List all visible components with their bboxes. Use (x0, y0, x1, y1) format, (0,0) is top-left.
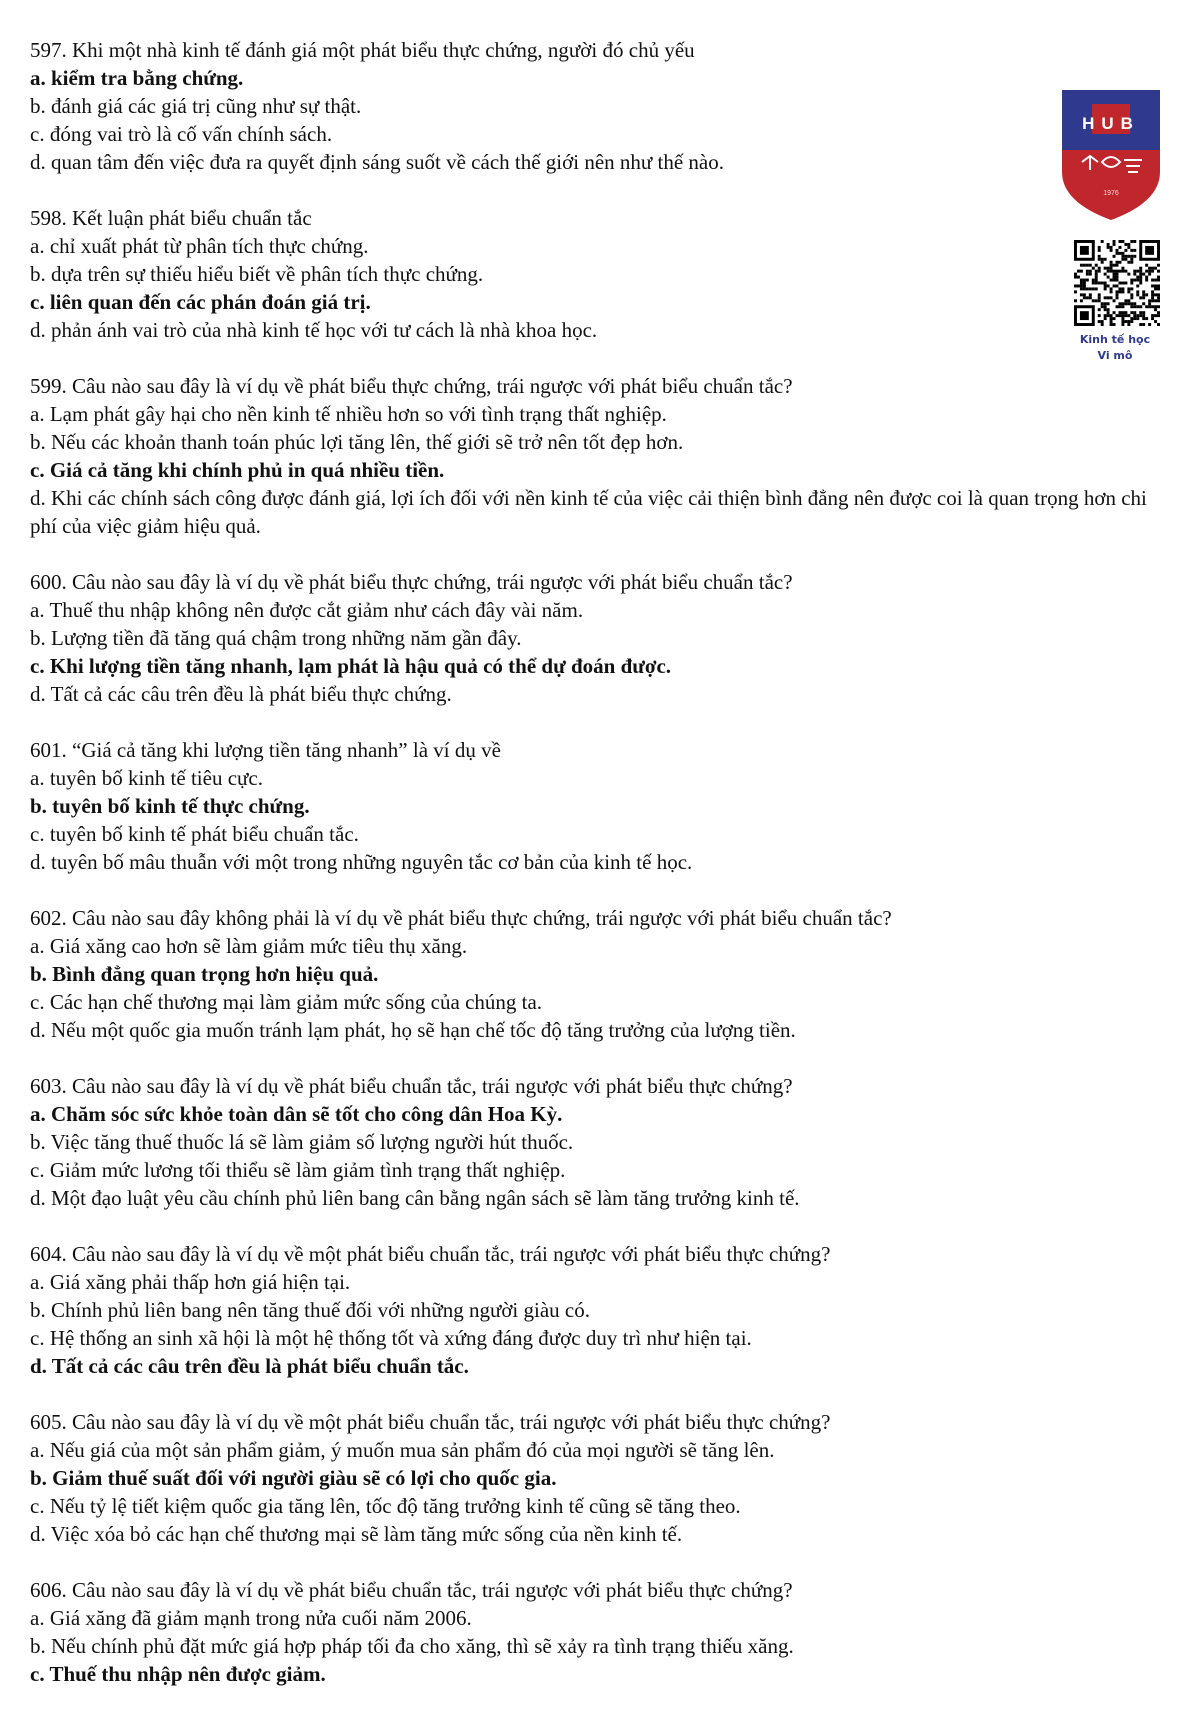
answer-option: b. Việc tăng thuế thuốc lá sẽ làm giảm số lượng người hút thuốc. (30, 1130, 574, 1154)
question-stem: 604. Câu nào sau đây là ví dụ về một phát biểu chuẩn tắc, trái ngược với phát biểu thực chứng? (30, 1242, 831, 1266)
question-block (30, 568, 1170, 708)
logo-letters: HUB (1082, 114, 1140, 133)
subject-line-1: Kinh tế học (1079, 333, 1151, 346)
answer-option: d. Việc xóa bỏ các hạn chế thương mại sẽ làm tăng mức sống của nền kinh tế. (30, 1522, 683, 1546)
correct-answer-option: c. liên quan đến các phán đoán giá trị. (30, 290, 371, 314)
answer-option: d. Tất cả các câu trên đều là phát biểu thực chứng. (30, 682, 452, 706)
question-stem: 598. Kết luận phát biểu chuẩn tắc (30, 206, 312, 230)
correct-answer-option: c. Khi lượng tiền tăng nhanh, lạm phát là hậu quả có thể dự đoán được. (30, 654, 672, 678)
answer-option: a. Giá xăng cao hơn sẽ làm giảm mức tiêu thụ xăng. (30, 934, 468, 958)
question-block (30, 1072, 1170, 1212)
correct-answer-option: a. Chăm sóc sức khỏe toàn dân sẽ tốt cho công dân Hoa Kỳ. (30, 1102, 563, 1126)
question-block (30, 1408, 1170, 1548)
answer-option: d. quan tâm đến việc đưa ra quyết định sáng suốt về cách thế giới nên như thế nào. (30, 150, 725, 174)
answer-option: c. đóng vai trò là cố vấn chính sách. (30, 122, 333, 146)
answer-option: b. đánh giá các giá trị cũng như sự thật. (30, 94, 362, 118)
correct-answer-option: d. Tất cả các câu trên đều là phát biểu chuẩn tắc. (30, 1354, 469, 1378)
answer-option: a. Thuế thu nhập không nên được cắt giảm như cách đây vài năm. (30, 598, 584, 622)
answer-option: c. Các hạn chế thương mại làm giảm mức sống của chúng ta. (30, 990, 543, 1014)
question-stem: 597. Khi một nhà kinh tế đánh giá một phát biểu thực chứng, người đó chủ yếu (30, 38, 695, 62)
answer-option: b. Lượng tiền đã tăng quá chậm trong những năm gần đây. (30, 626, 522, 650)
answer-option: d. tuyên bố mâu thuẫn với một trong những nguyên tắc cơ bản của kinh tế học. (30, 850, 693, 874)
answer-option: a. Giá xăng phải thấp hơn giá hiện tại. (30, 1270, 351, 1294)
question-stem: 602. Câu nào sau đây không phải là ví dụ về phát biểu thực chứng, trái ngược với phát biểu chuẩn tắc? (30, 906, 892, 930)
answer-option: b. dựa trên sự thiếu hiểu biết về phân tích thực chứng. (30, 262, 484, 286)
answer-option: b. Chính phủ liên bang nên tăng thuế đối với những người giàu có. (30, 1298, 590, 1322)
logo-year: 1976 (1103, 190, 1119, 197)
answer-option: c. Hệ thống an sinh xã hội là một hệ thống tốt và xứng đáng được duy trì như hiện tại. (30, 1326, 752, 1350)
answer-option: c. Nếu tỷ lệ tiết kiệm quốc gia tăng lên, tốc độ tăng trưởng kinh tế cũng sẽ tăng theo. (30, 1494, 741, 1518)
question-document (30, 36, 1170, 1716)
correct-answer-option: c. Giá cả tăng khi chính phủ in quá nhiều tiền. (30, 458, 445, 482)
answer-option: a. Lạm phát gây hại cho nền kinh tế nhiều hơn so với tình trạng thất nghiệp. (30, 402, 667, 426)
hub-shield-icon (1062, 90, 1160, 220)
correct-answer-option: b. tuyên bố kinh tế thực chứng. (30, 794, 310, 818)
correct-answer-option: b. Bình đẳng quan trọng hơn hiệu quả. (30, 962, 379, 986)
question-stem: 603. Câu nào sau đây là ví dụ về phát biểu chuẩn tắc, trái ngược với phát biểu thực chứng? (30, 1074, 793, 1098)
answer-option: d. phản ánh vai trò của nhà kinh tế học với tư cách là nhà khoa học. (30, 318, 598, 342)
question-stem: 600. Câu nào sau đây là ví dụ về phát biểu thực chứng, trái ngược với phát biểu chuẩn tắc? (30, 570, 793, 594)
question-block (30, 904, 1170, 1044)
answer-option: a. chỉ xuất phát từ phân tích thực chứng. (30, 234, 369, 258)
answer-option: d. Khi các chính sách công được đánh giá, lợi ích đối với nền kinh tế của việc cải thiện bình đẳng nên được coi là quan trọng hơn chi phí của việc giảm hiệu quả. (30, 486, 1147, 538)
hub-logo (1060, 90, 1170, 364)
question-stem: 599. Câu nào sau đây là ví dụ về phát biểu thực chứng, trái ngược với phát biểu chuẩn tắc? (30, 374, 793, 398)
correct-answer-option: a. kiểm tra bằng chứng. (30, 66, 244, 90)
answer-option: a. Giá xăng đã giảm mạnh trong nửa cuối năm 2006. (30, 1606, 472, 1630)
question-block (30, 372, 1170, 540)
question-block (30, 204, 1040, 344)
question-stem: 605. Câu nào sau đây là ví dụ về một phát biểu chuẩn tắc, trái ngược với phát biểu thực chứng? (30, 1410, 831, 1434)
question-block (30, 1240, 1170, 1380)
answer-option: a. Nếu giá của một sản phẩm giảm, ý muốn mua sản phẩm đó của mọi người sẽ tăng lên. (30, 1438, 775, 1462)
question-block (30, 1576, 1170, 1688)
answer-option: c. Giảm mức lương tối thiểu sẽ làm giảm tình trạng thất nghiệp. (30, 1158, 566, 1182)
correct-answer-option: c. Thuế thu nhập nên được giảm. (30, 1662, 326, 1686)
question-stem: 601. “Giá cả tăng khi lượng tiền tăng nhanh” là ví dụ về (30, 738, 501, 762)
answer-option: d. Nếu một quốc gia muốn tránh lạm phát, họ sẽ hạn chế tốc độ tăng trưởng của lượng tiền. (30, 1018, 796, 1042)
answer-option: b. Nếu các khoản thanh toán phúc lợi tăng lên, thế giới sẽ trở nên tốt đẹp hơn. (30, 430, 684, 454)
question-block (30, 36, 1040, 176)
question-block (30, 736, 1170, 876)
subject-label (1060, 332, 1170, 364)
qr-code-icon (1074, 240, 1160, 326)
answer-option: a. tuyên bố kinh tế tiêu cực. (30, 766, 263, 790)
answer-option: c. tuyên bố kinh tế phát biểu chuẩn tắc. (30, 822, 359, 846)
question-stem: 606. Câu nào sau đây là ví dụ về phát biểu chuẩn tắc, trái ngược với phát biểu thực chứng? (30, 1578, 793, 1602)
answer-option: d. Một đạo luật yêu cầu chính phủ liên bang cân bằng ngân sách sẽ làm tăng trưởng kinh tế. (30, 1186, 800, 1210)
subject-line-2: Vi mô (1097, 349, 1133, 362)
answer-option: b. Nếu chính phủ đặt mức giá hợp pháp tối đa cho xăng, thì sẽ xảy ra tình trạng thiếu xăng. (30, 1634, 794, 1658)
correct-answer-option: b. Giảm thuế suất đối với người giàu sẽ có lợi cho quốc gia. (30, 1466, 557, 1490)
